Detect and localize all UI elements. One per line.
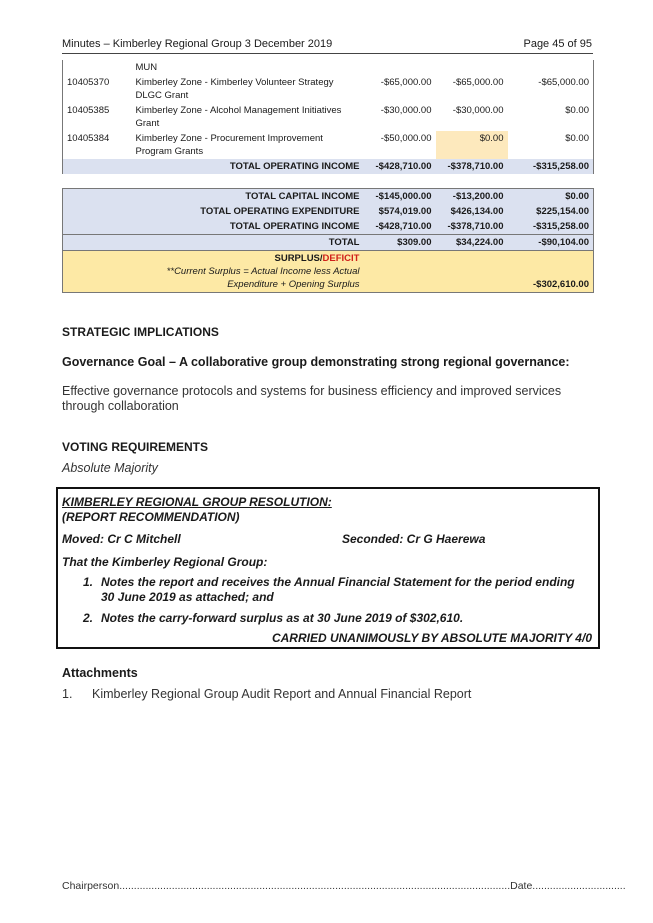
item-number: 2.: [83, 611, 94, 625]
governance-goal: Governance Goal – A collaborative group demonstrating strong regional governance:: [62, 355, 570, 369]
header-rule: [62, 53, 593, 54]
strategic-title: STRATEGIC IMPLICATIONS: [62, 325, 219, 339]
signature-line: Chairperson......................................................................................................................................Date................................: [62, 880, 626, 892]
attachments-title: Attachments: [62, 666, 138, 680]
resolution-subtitle: (REPORT RECOMMENDATION): [62, 510, 240, 524]
account-desc: MUN: [135, 62, 158, 73]
summary-label: TOTAL: [132, 235, 364, 251]
total-budget: -$428,710.00: [364, 159, 436, 174]
surplus-row: [63, 251, 594, 293]
summary-row: [63, 219, 594, 235]
total-revised: -$378,710.00: [436, 159, 508, 174]
carried-statement: CARRIED UNANIMOUSLY BY ABSOLUTE MAJORITY 4/0: [271, 631, 592, 645]
summary-revised: $34,224.00: [436, 235, 508, 251]
table-row: [63, 60, 594, 75]
summary-row: [63, 189, 594, 205]
summary-budget: $574,019.00: [364, 204, 436, 219]
table-row: [63, 103, 594, 131]
resolution-intro: That the Kimberley Regional Group:: [62, 555, 268, 569]
summary-total-row: [63, 235, 594, 251]
surplus-label: [132, 251, 364, 293]
actual-value: [508, 60, 594, 75]
summary-actual: -$315,258.00: [508, 219, 594, 235]
surplus-value: -$302,610.00: [508, 251, 594, 293]
total-label: TOTAL OPERATING INCOME: [132, 159, 364, 174]
account-desc: Kimberley Zone - Kimberley Volunteer Strategy DLGC Grant: [135, 77, 334, 101]
account-code: 10405370: [63, 75, 132, 103]
actual-value: $0.00: [508, 103, 594, 131]
revised-value: -$65,000.00: [452, 77, 504, 88]
attachment-number: 1.: [62, 687, 73, 701]
budget-value: -$50,000.00: [380, 133, 432, 144]
page-number: Page 45 of 95: [523, 38, 592, 50]
resolution-item: Notes the report and receives the Annual Financial Statement for the period ending 30 June 2019 as attached; and: [101, 575, 575, 604]
attachment-item[interactable]: Kimberley Regional Group Audit Report and Annual Financial Report: [92, 687, 472, 701]
summary-budget: -$428,710.00: [364, 219, 436, 235]
voting-text: Absolute Majority: [62, 461, 158, 475]
summary-label: TOTAL OPERATING INCOME: [132, 219, 364, 235]
voting-title: VOTING REQUIREMENTS: [62, 440, 209, 454]
budget-value: [364, 60, 436, 75]
budget-value: -$30,000.00: [380, 105, 432, 116]
header-title: Minutes – Kimberley Regional Group 3 December 2019: [62, 38, 333, 50]
summary-actual: $0.00: [508, 189, 594, 205]
surplus-label-a: SURPLUS/: [274, 253, 323, 264]
account-code: 10405384: [63, 131, 132, 159]
budget-value: -$65,000.00: [380, 77, 432, 88]
summary-budget: $309.00: [364, 235, 436, 251]
resolution-item: Notes the carry-forward surplus as at 30 June 2019 of $302,610.: [101, 611, 464, 625]
account-desc: Kimberley Zone - Alcohol Management Initiatives Grant: [135, 105, 342, 129]
actual-value: $0.00: [508, 131, 594, 159]
account-code: 10405385: [63, 103, 132, 131]
table-row: [63, 75, 594, 103]
summary-revised: -$378,710.00: [436, 219, 508, 235]
item-number: 1.: [83, 575, 94, 589]
total-operating-income-row: [63, 159, 594, 174]
summary-actual: -$90,104.00: [508, 235, 594, 251]
strategic-text: Effective governance protocols and systems for business efficiency and improved services through collaboration: [62, 384, 562, 413]
account-desc: Kimberley Zone - Procurement Improvement Program Grants: [135, 133, 323, 157]
resolution-box: [56, 487, 600, 649]
summary-label: TOTAL OPERATING EXPENDITURE: [132, 204, 364, 219]
actual-value: -$65,000.00: [508, 75, 594, 103]
moved-by: Moved: Cr C Mitchell: [62, 532, 181, 546]
surplus-label-deficit: DEFICIT: [322, 253, 360, 264]
surplus-note-2: Expenditure + Opening Surplus: [227, 279, 360, 290]
summary-actual: $225,154.00: [508, 204, 594, 219]
surplus-note-1: **Current Surplus = Actual Income less Actual: [166, 266, 360, 277]
summary-revised: -$13,200.00: [436, 189, 508, 205]
summary-revised: $426,134.00: [436, 204, 508, 219]
total-actual: -$315,258.00: [508, 159, 594, 174]
revised-value: -$30,000.00: [452, 105, 504, 116]
summary-row: [63, 204, 594, 219]
summary-budget: -$145,000.00: [364, 189, 436, 205]
summary-label: TOTAL CAPITAL INCOME: [132, 189, 364, 205]
table-row: [63, 131, 594, 159]
revised-value-highlight: $0.00: [436, 131, 508, 159]
account-code: [63, 60, 132, 75]
seconded-by: Seconded: Cr G Haerewa: [342, 532, 486, 546]
resolution-title: KIMBERLEY REGIONAL GROUP RESOLUTION:: [62, 495, 332, 509]
financial-table: [62, 60, 594, 293]
revised-value: [436, 60, 508, 75]
